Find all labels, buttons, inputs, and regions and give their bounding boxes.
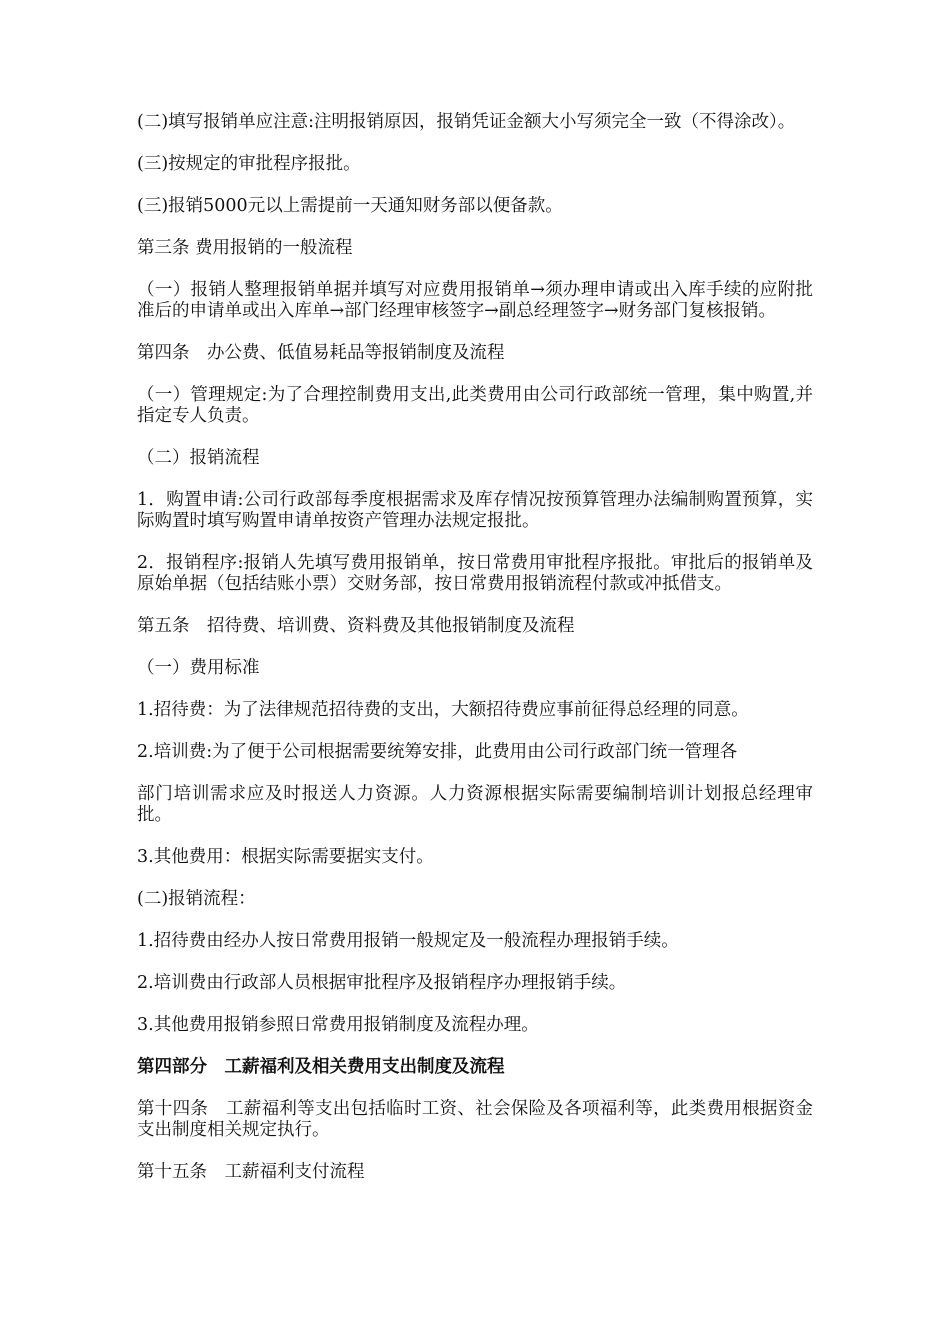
article-14-paragraph: 第十四条 工薪福利等支出包括临时工资、社会保险及各项福利等，此类费用根据资金支出制度相关规定执行。 [137, 1099, 813, 1140]
paragraph-entertainment-fee: 1.招待费：为了法律规范招待费的支出，大额招待费应事前征得总经理的同意。 [137, 700, 749, 720]
article-3-heading: 第三条 费用报销的一般流程 [137, 238, 353, 258]
subheading-reimbursement-process-2: (二)报销流程： [137, 889, 256, 909]
document-page [137, 112, 813, 1204]
article-15-heading: 第十五条 工薪福利支付流程 [137, 1162, 365, 1182]
part-4-heading: 第四部分 工薪福利及相关费用支出制度及流程 [137, 1057, 505, 1077]
paragraph-training-fee: 2.培训费:为了便于公司根据需要统筹安排，此费用由公司行政部门统一管理各 [137, 742, 738, 762]
paragraph-entertainment-process: 1.招待费由经办人按日常费用报销一般规定及一般流程办理报销手续。 [137, 931, 679, 951]
paragraph-other-process: 3.其他费用报销参照日常费用报销制度及流程办理。 [137, 1015, 539, 1035]
paragraph-advance-notice: (三)报销5000元以上需提前一天通知财务部以便备款。 [137, 196, 563, 216]
article-5-heading: 第五条 招待费、培训费、资料费及其他报销制度及流程 [137, 616, 575, 636]
article-4-heading: 第四条 办公费、低值易耗品等报销制度及流程 [137, 343, 505, 363]
paragraph-general-process: （一）报销人整理报销单据并填写对应费用报销单→须办理申请或出入库手续的应附批准后的申请单或出入库单→部门经理审核签字→副总经理签字→财务部门复核报销。 [137, 280, 813, 321]
paragraph-other-expenses: 3.其他费用：根据实际需要据实支付。 [137, 847, 434, 867]
paragraph-purchase-request: 1．购置申请:公司行政部每季度根据需求及库存情况按预算管理办法编制购置预算，实际购置时填写购置申请单按资产管理办法规定报批。 [137, 490, 813, 531]
paragraph-management-rules: （一）管理规定:为了合理控制费用支出,此类费用由公司行政部统一管理，集中购置,并指定专人负责。 [137, 385, 813, 426]
paragraph-training-fee-continued: 部门培训需求应及时报送人力资源。人力资源根据实际需要编制培训计划报总经理审批。 [137, 784, 813, 825]
paragraph-reimbursement-form-notes: (二)填写报销单应注意:注明报销原因，报销凭证金额大小写须完全一致（不得涂改）。 [137, 112, 796, 132]
subheading-expense-standards: （一）费用标准 [137, 658, 260, 678]
subheading-reimbursement-process: （二）报销流程 [137, 448, 260, 468]
paragraph-approval-procedure: (三)按规定的审批程序报批。 [137, 154, 361, 174]
paragraph-training-process: 2.培训费由行政部人员根据审批程序及报销程序办理报销手续。 [137, 973, 627, 993]
paragraph-reimbursement-procedure: 2．报销程序:报销人先填写费用报销单，按日常费用审批程序报批。审批后的报销单及原始单据（包括结账小票）交财务部，按日常费用报销流程付款或冲抵借支。 [137, 553, 813, 594]
